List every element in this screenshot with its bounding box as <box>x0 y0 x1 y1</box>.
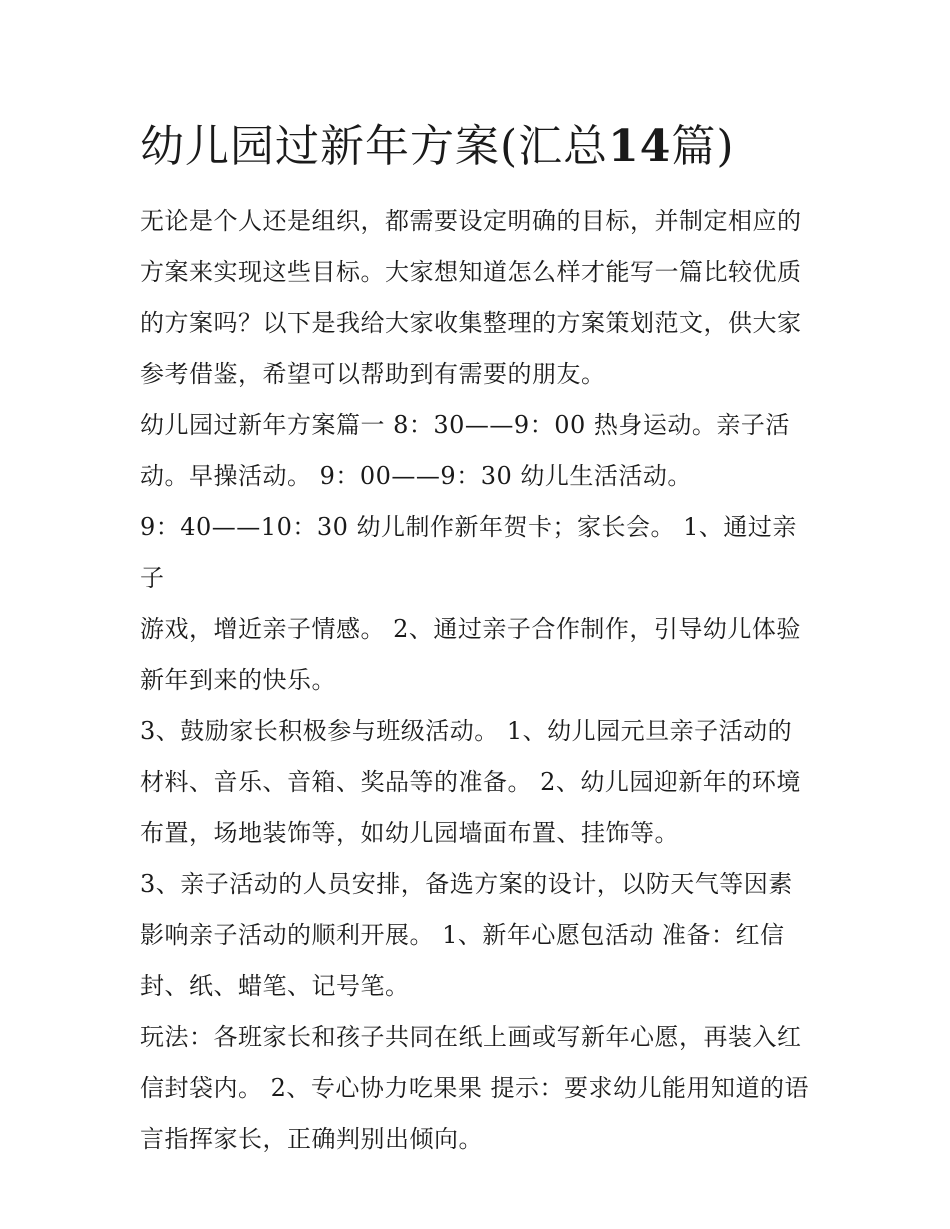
paragraph-arrangement: 3、亲子活动的人员安排，备选方案的设计，以防天气等因素 影响亲子活动的顺利开展。 1、新年心愿包活动 准备：红信 封、纸、蜡笔、记号笔。 <box>140 870 793 1000</box>
paragraph-gameplay: 玩法：各班家长和孩子共同在纸上画或写新年心愿，再装入红 信封袋内。 2、专心协力吃果果 提示：要求幼儿能用知道的语 言指挥家长，正确判别出倾向。 <box>140 1023 810 1153</box>
title-suffix: 篇) <box>671 121 735 172</box>
title-number: 14 <box>608 121 672 172</box>
paragraph-preparation: 3、鼓励家长积极参与班级活动。 1、幼儿园元旦亲子活动的 材料、音乐、音箱、奖品等的准备。 2、幼儿园迎新年的环境 布置，场地装饰等，如幼儿园墙面布置、挂饰等。 <box>140 717 801 847</box>
paragraph-schedule-2: 9：40——10：30 幼儿制作新年贺卡；家长会。 1、通过亲子 游戏，增近亲子情感。 2、通过亲子合作制作，引导幼儿体验 新年到来的快乐。 <box>140 513 801 694</box>
document-body <box>140 196 820 1165</box>
paragraph-intro: 无论是个人还是组织，都需要设定明确的目标，并制定相应的 方案来实现这些目标。大家想知道怎么样才能写一篇比较优质 的方案吗？以下是我给大家收集整理的方案策划范文，供大家 参考借鉴，希望可以帮助到有需要的朋友。 <box>140 207 802 388</box>
paragraph-schedule-1: 幼儿园过新年方案篇一 8：30——9：00 热身运动。亲子活 动。早操活动。 9：00——9：30 幼儿生活活动。 <box>140 411 790 490</box>
document-title <box>140 112 830 182</box>
title-text: 幼儿园过新年方案(汇总 <box>140 121 609 172</box>
